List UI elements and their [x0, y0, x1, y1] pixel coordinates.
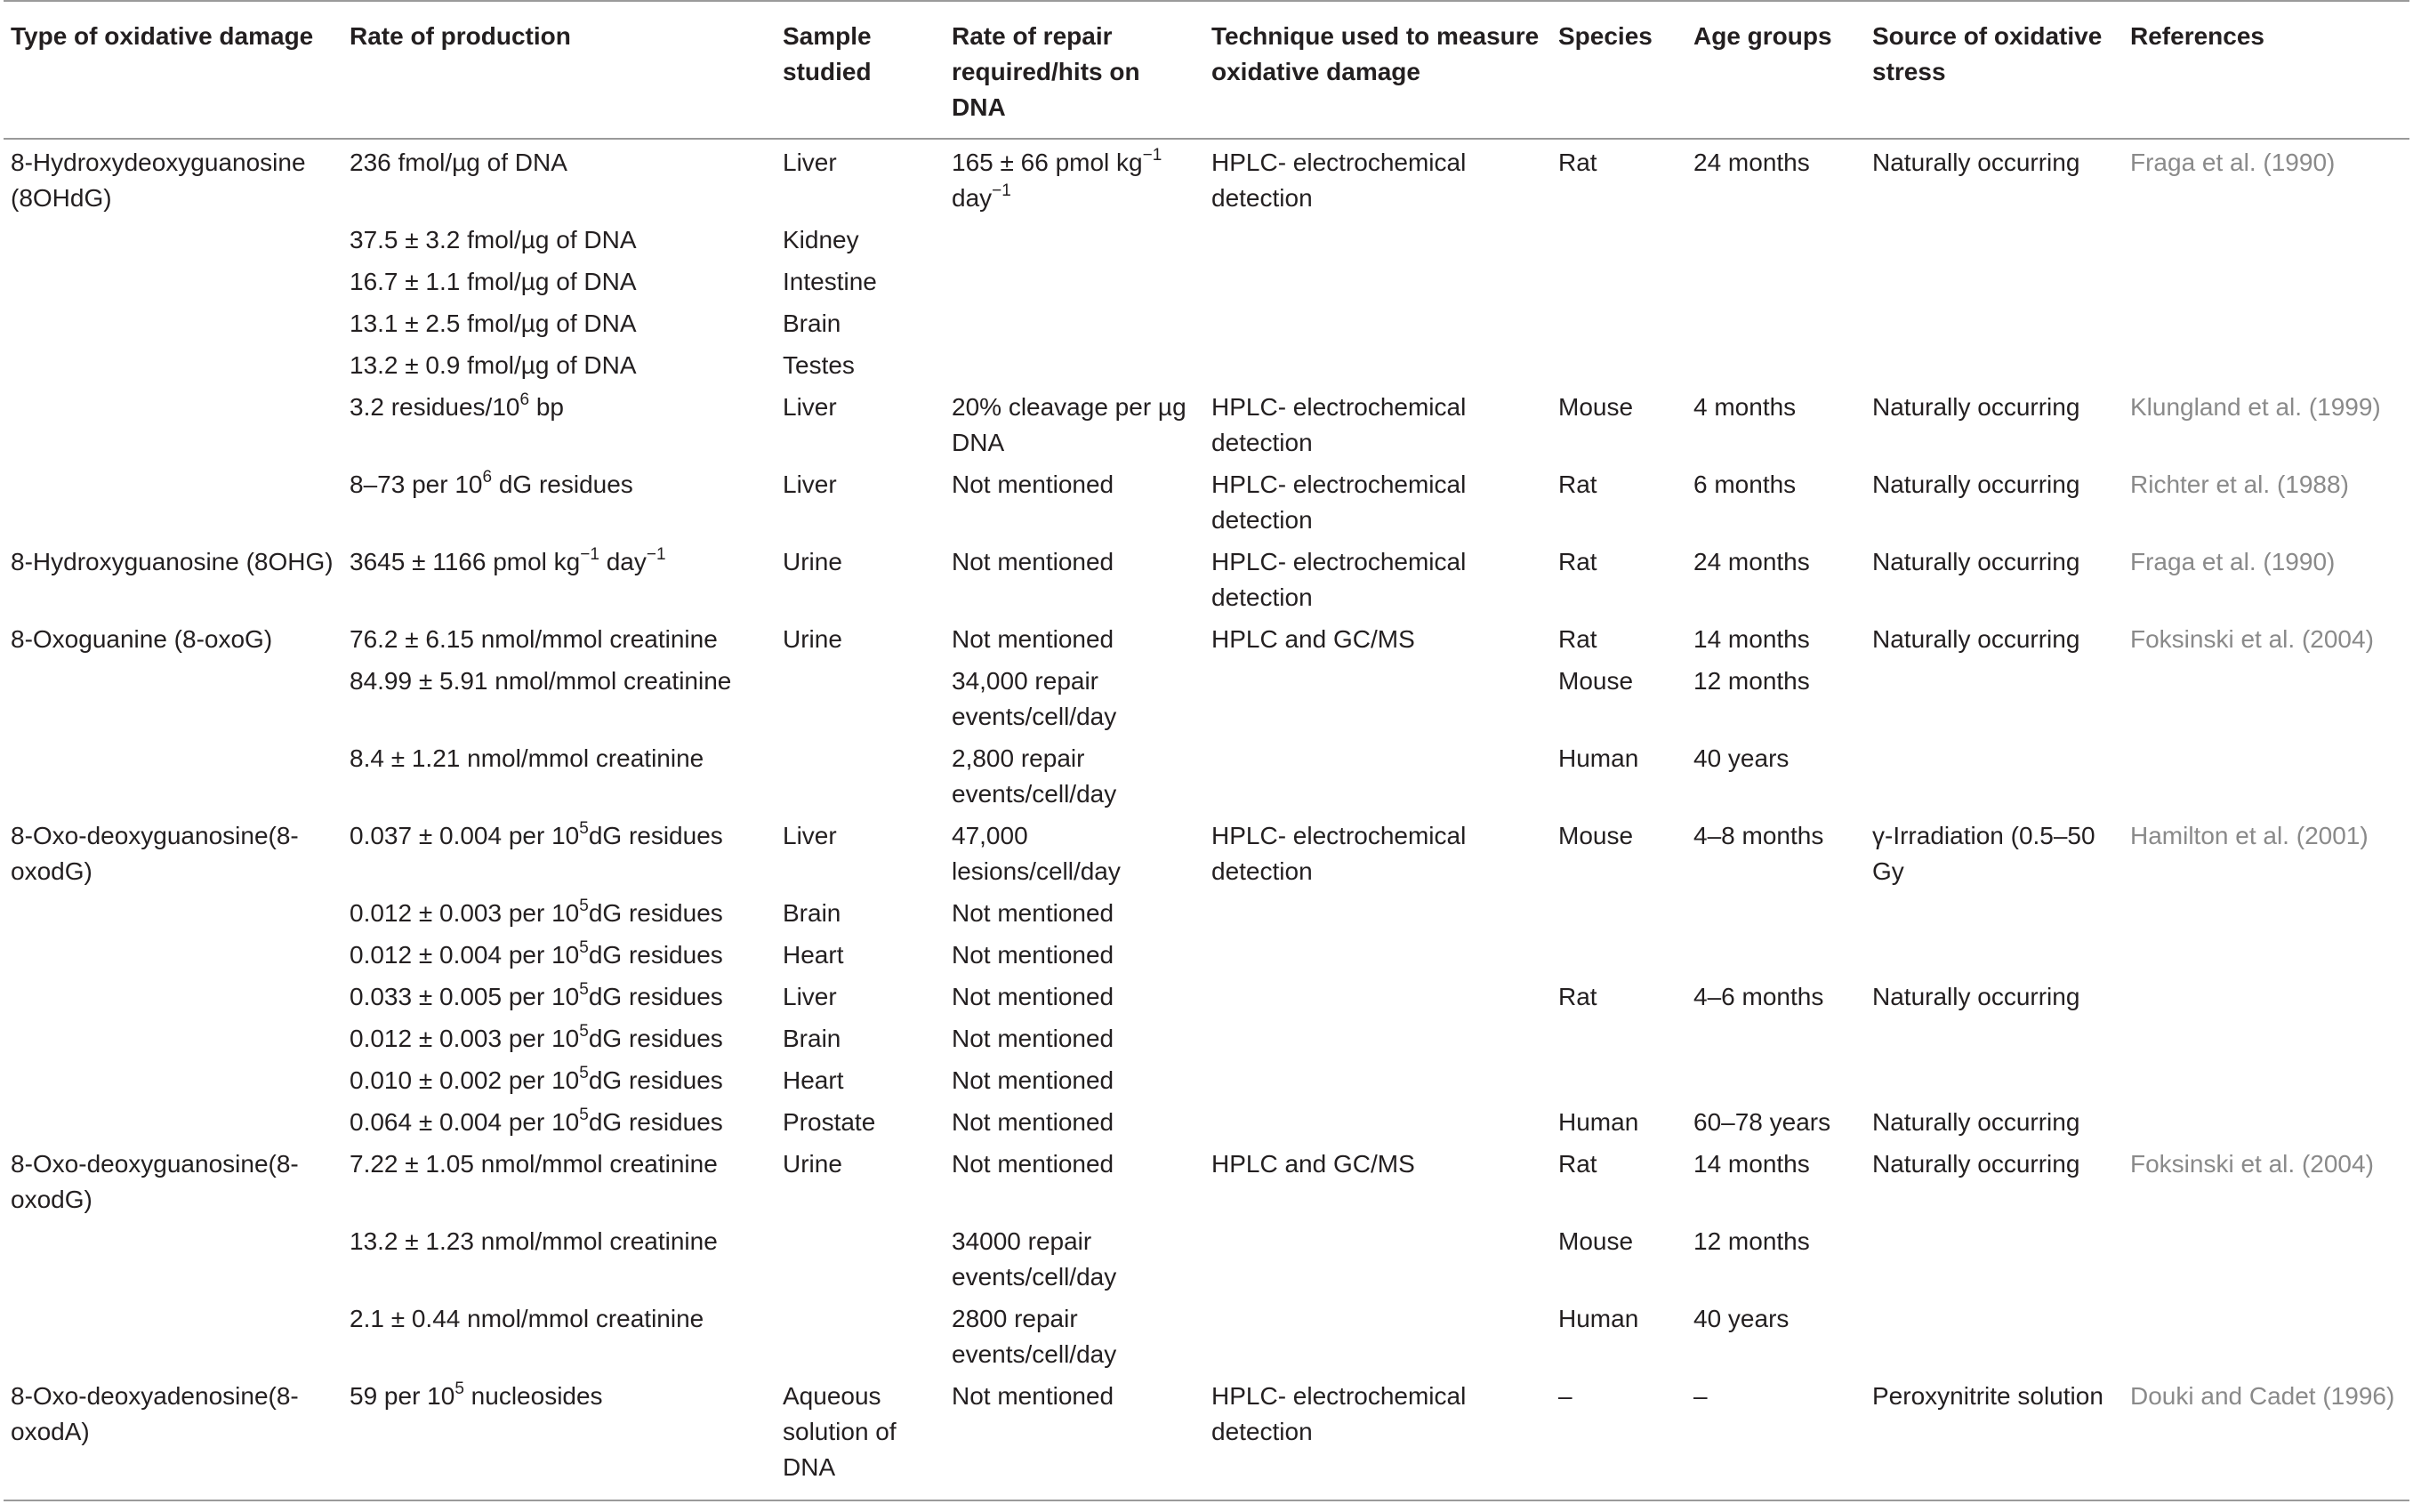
table-cell [1551, 1015, 1686, 1057]
reference-cell: Klungland et al. (1999) [2130, 393, 2381, 421]
reference-cell [2123, 1098, 2409, 1140]
table-header [4, 1, 2409, 139]
table-cell [4, 342, 342, 383]
column-header: Rate of repair required/hits on DNA [945, 1, 1204, 139]
column-header: References [2123, 1, 2409, 139]
table-cell [1551, 216, 1686, 258]
table-cell: Human [1558, 1108, 1639, 1136]
table-cell [1204, 216, 1551, 258]
superscript: 6 [482, 467, 493, 487]
column-header: Sample studied [776, 1, 945, 139]
table-cell: Liver [783, 393, 837, 421]
table-cell: Rat [1558, 983, 1597, 1010]
table-cell [4, 383, 342, 461]
superscript: 5 [454, 1379, 464, 1398]
reference-cell: Foksinski et al. (2004) [2130, 625, 2374, 653]
table-row [4, 139, 2409, 216]
table-cell: 8-Hydroxyguanosine (8OHG) [11, 548, 334, 575]
table-cell: Urine [783, 548, 842, 575]
table-cell [1204, 1218, 1551, 1295]
table-cell [4, 461, 342, 538]
table-cell: Kidney [783, 226, 859, 253]
table-cell [1686, 931, 1865, 973]
table-cell: Rat [1558, 625, 1597, 653]
table-cell: 24 months [1693, 548, 1810, 575]
superscript: 5 [579, 979, 589, 999]
superscript: 5 [579, 818, 589, 838]
table-cell: 0.037 ± 0.004 per $10^5dG$ residues [350, 818, 723, 849]
table-cell: 0.064 ± 0.004 per $10^5dG$ residues [350, 1105, 723, 1136]
table-cell [1865, 300, 2123, 342]
reference-cell [2123, 1015, 2409, 1057]
reference-cell: Richter et al. (1988) [2130, 470, 2349, 498]
table-cell [1865, 735, 2123, 812]
table-row [4, 1140, 2409, 1218]
reference-cell [2123, 735, 2409, 812]
reference-cell [2123, 889, 2409, 931]
table-cell: 0.010 ± 0.002 per $10^5dG$ residues [350, 1063, 723, 1094]
table-cell [1551, 258, 1686, 300]
table-cell [1551, 1057, 1686, 1098]
table-cell [945, 342, 1204, 383]
table-cell [1686, 216, 1865, 258]
table-cell: 8-Oxo-deoxyguanosine(8-oxodG) [11, 822, 299, 885]
superscript: −1 [580, 544, 599, 564]
table-cell: 13.2 ± 1.23 nmol/mmol creatinine [350, 1227, 718, 1255]
table-cell [1865, 1295, 2123, 1372]
table-cell: Brain [783, 310, 841, 337]
superscript: 5 [579, 1105, 589, 1124]
table-cell: γ-Irradiation (0.5–50 Gy [1872, 822, 2095, 885]
table-body [4, 139, 2409, 1500]
table-cell [1686, 1015, 1865, 1057]
column-header: Technique used to measure oxidative damage [1204, 1, 1551, 139]
table-cell: 37.5 ± 3.2 fmol/µg of DNA [350, 226, 637, 253]
table-cell: Rat [1558, 548, 1597, 575]
table-cell: HPLC- electrochemical detection [1211, 149, 1467, 212]
table-cell: 24 months [1693, 149, 1810, 176]
column-header: Source of oxidative stress [1865, 1, 2123, 139]
table-cell: Liver [783, 822, 837, 849]
table-cell [1204, 657, 1551, 735]
table-cell [4, 300, 342, 342]
table-cell [1204, 1295, 1551, 1372]
table-cell: 8-Oxoguanine (8-oxoG) [11, 625, 273, 653]
column-header: Type of oxidative damage [4, 1, 342, 139]
table-cell [1551, 300, 1686, 342]
table-row [4, 300, 2409, 342]
reference-cell [2123, 1295, 2409, 1372]
superscript: 5 [579, 937, 589, 957]
table-cell: Not mentioned [952, 1066, 1114, 1094]
superscript: 5 [579, 896, 589, 915]
table-cell: 8.4 ± 1.21 nmol/mmol creatinine [350, 744, 704, 772]
table-cell [4, 1218, 342, 1295]
table-cell [1865, 1015, 2123, 1057]
table-row [4, 973, 2409, 1015]
table-cell: HPLC- electrochemical detection [1211, 470, 1467, 534]
table-cell: HPLC and GC/MS [1211, 625, 1415, 653]
table-cell: 14 months [1693, 1150, 1810, 1178]
table-row [4, 812, 2409, 889]
superscript: 5 [579, 1021, 589, 1041]
reference-cell: Douki and Cadet (1996) [2123, 1372, 2409, 1500]
table-cell: Not mentioned [945, 1372, 1204, 1500]
table-row [4, 383, 2409, 461]
table-cell: Not mentioned [952, 625, 1114, 653]
table-cell: 0.012 ± 0.003 per $10^5dG$ residues [350, 896, 723, 927]
table-cell: Not mentioned [952, 1108, 1114, 1136]
table-cell [1865, 889, 2123, 931]
table-row [4, 1218, 2409, 1295]
reference-cell [2123, 1218, 2409, 1295]
reference-cell: Fraga et al. (1990) [2130, 149, 2336, 176]
table-row [4, 1098, 2409, 1140]
data-table [4, 0, 2409, 1501]
table-cell: Urine [783, 625, 842, 653]
table-cell [776, 1218, 945, 1295]
table-cell: Mouse [1558, 667, 1634, 695]
table-cell: Human [1558, 744, 1639, 772]
table-cell [4, 735, 342, 812]
table-cell [1551, 889, 1686, 931]
column-header: Species [1551, 1, 1686, 139]
table-cell [1204, 973, 1551, 1015]
table-cell: Mouse [1558, 822, 1634, 849]
table-cell: 20% cleavage per µg DNA [952, 393, 1186, 456]
header-row [4, 1, 2409, 139]
table-cell: Brain [783, 1025, 841, 1052]
table-cell: 2800 repair events/cell/day [952, 1305, 1117, 1368]
table-row [4, 931, 2409, 973]
table-cell: Not mentioned [952, 899, 1114, 927]
table-cell [1686, 1057, 1865, 1098]
table-cell: Not mentioned [952, 548, 1114, 575]
reference-cell: Hamilton et al. (2001) [2130, 822, 2369, 849]
table-cell: Naturally occurring [1872, 983, 2080, 1010]
table-cell [4, 931, 342, 973]
table-cell: 34000 repair events/cell/day [952, 1227, 1117, 1291]
table-cell: Liver [783, 983, 837, 1010]
table-row [4, 1372, 2409, 1500]
table-cell [1686, 258, 1865, 300]
table-cell: Naturally occurring [1872, 393, 2080, 421]
superscript: −1 [992, 181, 1011, 200]
table-cell [945, 300, 1204, 342]
column-header: Age groups [1686, 1, 1865, 139]
table-cell: Not mentioned [952, 983, 1114, 1010]
table-cell [945, 216, 1204, 258]
table-cell: 4–6 months [1693, 983, 1824, 1010]
table-cell [4, 1057, 342, 1098]
table-cell: 47,000 lesions/cell/day [952, 822, 1121, 885]
table-cell: 40 years [1693, 744, 1790, 772]
table-cell: Heart [783, 941, 844, 969]
table-cell [1686, 889, 1865, 931]
table-cell [1204, 1057, 1551, 1098]
table-row [4, 216, 2409, 258]
reference-cell [2123, 973, 2409, 1015]
table-cell: HPLC- electrochemical detection [1204, 1372, 1551, 1500]
table-cell: Naturally occurring [1872, 548, 2080, 575]
table-cell [4, 973, 342, 1015]
table-cell: Peroxynitrite solution [1865, 1372, 2123, 1500]
table-cell: Naturally occurring [1872, 1108, 2080, 1136]
table-cell: HPLC- electrochemical detection [1211, 393, 1467, 456]
table-cell [1865, 216, 2123, 258]
table-cell: 13.2 ± 0.9 fmol/µg of DNA [350, 351, 637, 379]
table-cell: Prostate [783, 1108, 876, 1136]
table-cell [776, 735, 945, 812]
table-cell: Mouse [1558, 1227, 1634, 1255]
table-cell: Mouse [1558, 393, 1634, 421]
table-cell: HPLC- electrochemical detection [1211, 548, 1467, 611]
table-cell: 4 months [1693, 393, 1797, 421]
table-cell [1865, 1057, 2123, 1098]
table-cell [1551, 931, 1686, 973]
table-row [4, 615, 2409, 657]
table-cell: 14 months [1693, 625, 1810, 653]
table-cell: Urine [783, 1150, 842, 1178]
table-cell [1686, 300, 1865, 342]
table-cell: Naturally occurring [1872, 1150, 2080, 1178]
table-cell: Testes [783, 351, 855, 379]
table-cell: Naturally occurring [1872, 625, 2080, 653]
table-cell: 13.1 ± 2.5 fmol/µg of DNA [350, 310, 637, 337]
table-cell: 8-Oxo-deoxyadenosine(8-oxodA) [4, 1372, 342, 1500]
table-cell: Brain [783, 899, 841, 927]
table-cell [4, 258, 342, 300]
reference-cell [2123, 300, 2409, 342]
table-cell: 0.012 ± 0.003 per $10^5dG$ residues [350, 1021, 723, 1052]
table-cell: 12 months [1693, 667, 1810, 695]
table-cell [776, 1295, 945, 1372]
table-cell [4, 216, 342, 258]
table-cell [1865, 657, 2123, 735]
table-cell: Not mentioned [952, 941, 1114, 969]
table-row [4, 461, 2409, 538]
table-cell: Not mentioned [952, 470, 1114, 498]
table-cell [1865, 1218, 2123, 1295]
table-row [4, 1295, 2409, 1372]
table-cell: Heart [783, 1066, 844, 1094]
table-cell: 0.012 ± 0.004 per $10^5dG$ residues [350, 937, 723, 969]
table-cell [1204, 300, 1551, 342]
table-cell: 2,800 repair events/cell/day [952, 744, 1117, 808]
table-cell [4, 1015, 342, 1057]
table-cell: 40 years [1693, 1305, 1790, 1332]
table-cell: 4–8 months [1693, 822, 1824, 849]
table-cell: 6 months [1693, 470, 1797, 498]
table-cell [1204, 1015, 1551, 1057]
table-cell: 2.1 ± 0.44 nmol/mmol creatinine [350, 1305, 704, 1332]
table-cell: Rat [1558, 470, 1597, 498]
table-row [4, 735, 2409, 812]
table-cell: HPLC and GC/MS [1211, 1150, 1415, 1178]
table-cell: Human [1558, 1305, 1639, 1332]
table-row [4, 1015, 2409, 1057]
table-cell: Rat [1558, 1150, 1597, 1178]
table-cell: Aqueous solution of DNA [776, 1372, 945, 1500]
table-cell [1204, 258, 1551, 300]
table-cell: 8-Oxo-deoxyguanosine(8-oxodG) [11, 1150, 299, 1213]
table-row [4, 1057, 2409, 1098]
table-cell: 236 fmol/µg of DNA [350, 149, 567, 176]
table-cell [945, 258, 1204, 300]
table-cell: 8–73 per $10^6$ dG residues [350, 467, 633, 498]
reference-cell [2123, 931, 2409, 973]
reference-cell [2123, 258, 2409, 300]
superscript: 6 [519, 390, 530, 409]
reference-cell [2123, 1057, 2409, 1098]
table-cell: 60–78 years [1693, 1108, 1831, 1136]
reference-cell [2123, 342, 2409, 383]
table-row [4, 342, 2409, 383]
table-cell: Not mentioned [952, 1150, 1114, 1178]
table-cell: 3.2 residues/$10^6$ bp [350, 390, 564, 421]
table-cell [1204, 1098, 1551, 1140]
table-cell: HPLC- electrochemical detection [1211, 822, 1467, 885]
table-cell [4, 1295, 342, 1372]
table-cell: Liver [783, 470, 837, 498]
table-cell: 76.2 ± 6.15 nmol/mmol creatinine [350, 625, 718, 653]
table-cell: Intestine [783, 268, 877, 295]
table-row [4, 889, 2409, 931]
table-cell: Not mentioned [952, 1025, 1114, 1052]
table-cell: Naturally occurring [1872, 470, 2080, 498]
table-cell [1686, 342, 1865, 383]
superscript: −1 [1142, 145, 1162, 165]
reference-cell: Fraga et al. (1990) [2130, 548, 2336, 575]
table-cell: 34,000 repair events/cell/day [952, 667, 1117, 730]
table-cell: 8-Hydroxydeoxyguanosine (8OHdG) [11, 149, 306, 212]
table-cell: – [1551, 1372, 1686, 1500]
table-cell: 84.99 ± 5.91 nmol/mmol creatinine [350, 667, 732, 695]
table-cell: 3645 ± 1166 pmol $kg^{-1}$ day$^{-1}$ [350, 544, 666, 575]
table-cell [1865, 258, 2123, 300]
table-cell: 0.033 ± 0.005 per $10^5dG$ residues [350, 979, 723, 1010]
table-cell: Liver [783, 149, 837, 176]
table-cell: 59 per $10^5$ nucleosides [342, 1372, 776, 1500]
table-cell: 16.7 ± 1.1 fmol/µg of DNA [350, 268, 637, 295]
table-row [4, 657, 2409, 735]
reference-cell: Foksinski et al. (2004) [2130, 1150, 2374, 1178]
reference-cell [2123, 216, 2409, 258]
table-cell: 7.22 ± 1.05 nmol/mmol creatinine [350, 1150, 718, 1178]
table-cell: 12 months [1693, 1227, 1810, 1255]
table-cell: 165 ± 66 pmol $kg^{-1}$ day$^{-1}$ [952, 145, 1162, 212]
table-cell [4, 889, 342, 931]
table-row [4, 258, 2409, 300]
superscript: −1 [646, 544, 666, 564]
reference-cell [2123, 657, 2409, 735]
table-cell [4, 657, 342, 735]
table-cell [1865, 931, 2123, 973]
table-cell [1204, 931, 1551, 973]
table-cell [1865, 342, 2123, 383]
table-cell [1551, 342, 1686, 383]
table-cell: – [1686, 1372, 1865, 1500]
table-row [4, 538, 2409, 615]
table-cell [776, 657, 945, 735]
superscript: 5 [579, 1063, 589, 1082]
table-cell [4, 1098, 342, 1140]
column-header: Rate of production [342, 1, 776, 139]
table-cell [1204, 889, 1551, 931]
table-cell [1204, 735, 1551, 812]
table-cell: Naturally occurring [1872, 149, 2080, 176]
table-cell: Rat [1558, 149, 1597, 176]
table-cell [1204, 342, 1551, 383]
